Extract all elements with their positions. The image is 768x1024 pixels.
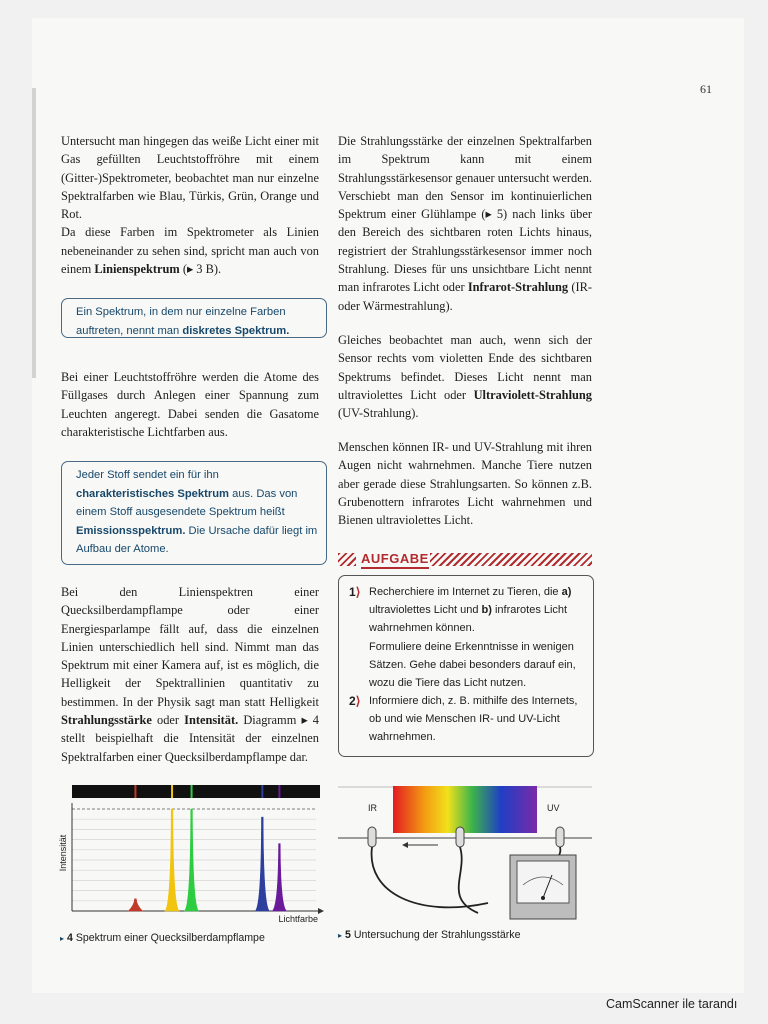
spectrum-strip-line <box>191 785 193 798</box>
col2-paragraph-2: Gleiches beobachtet man auch, wenn sich der Sensor rechts vom violetten Ende des sichtbaren Spektrums befindet. Dieses Licht nennt man ultraviolettes Licht oder Ultraviolett-Strahlung (UV-Strahlung). <box>338 333 592 421</box>
task-2-text: Informiere dich, z. B. mithilfe des Internets, ob und wie Menschen IR- und UV-Licht wahrnehmen. <box>369 695 578 744</box>
cable-2 <box>459 847 478 913</box>
label-uv: UV <box>547 803 560 813</box>
spectrum-strip-line <box>134 785 136 798</box>
binding-shadow <box>32 88 36 378</box>
sensor-middle <box>456 827 464 847</box>
sensor-uv <box>556 827 564 847</box>
spectral-peak <box>255 817 269 911</box>
continuous-spectrum <box>393 786 537 833</box>
aufgabe-heading <box>338 550 592 570</box>
scanner-watermark: CamScanner ile tarandı <box>606 997 738 1011</box>
task-box <box>338 575 594 757</box>
figure4-caption: ▸ 4 Spektrum einer Quecksilberdampflampe <box>60 932 265 944</box>
y-axis-label: Intensität <box>58 834 68 872</box>
x-axis-arrow <box>318 908 324 914</box>
col2-paragraph-1: Die Strahlungsstärke der einzelnen Spektralfarben im Spektrum kann mit einem Strahlungsstärkesensor genauer untersucht werden. Verschiebt man den Sensor im kontinuierlichen Spektrum einer Glühlampe (▸ 5) nach links über den Bereich des sichtbaren roten Lichts hinaus, registriert der Strahlungsstärkesensor immer noch Strahlung. Dieses für uns unsichtbare Licht nennt man infrarotes Licht oder Infrarot-Strahlung (IR- oder Wärmestrahlung). <box>338 134 592 313</box>
spectrum-strip-line <box>278 785 280 798</box>
col2-paragraph-3: Menschen können IR- und UV-Strahlung mit ihren Augen nicht wahrnehmen. Manche Tiere nutzen aber gerade diese Strahlungsarten. So können z.B. Grubenottern infrarotes Licht wahrnehmen und Bienen ultraviolettes Licht. <box>338 440 592 528</box>
label-ir: IR <box>368 803 377 813</box>
move-arrow-left <box>402 842 408 848</box>
task-1-text: Recherchiere im Internet zu Tieren, die a) ultraviolettes Licht und b) infrarotes Licht wahrnehmen können. Formuliere deine Erkenntnisse in wenigen Sätzen. Gehe dabei besonders darauf ein, wozu die Tiere das Licht nutzen. <box>369 586 576 690</box>
meter-icon <box>510 855 576 919</box>
col1-paragraph-1: Untersucht man hingegen das weiße Licht einer mit Gas gefüllten Leuchtstoffröhre mit einem (Gitter-)Spektrometer, beobachtet man nur einzelne Spektralfarben wie Blau, Türkis, Grün, Orange und Rot. Da diese Farben im Spektrometer als Linien nebeneinander zu sehen sind, spricht man auch von einem Linienspektrum (▸ 3 B). <box>61 134 319 277</box>
col1-paragraph-4: Bei den Linienspektren einer Quecksilberdampflampe oder einer Energiesparlampe fällt auf, dass die einzelnen Linien unterschiedlich hell sind. Nimmt man das Spektrum mit einer Kamera auf, ist es möglich, die Helligkeit der Spektrallinien quantitativ zu bestimmen. In der Physik sagt man statt Helligkeit Strahlungsstärke oder Intensität. Diagramm ▸ 4 stellt beispielhaft die Intensität der einzelnen Spektralfarben einer Quecksilberdampflampe dar. <box>61 585 319 764</box>
figure4-chart <box>56 783 324 925</box>
x-axis-label: Lichtfarbe <box>278 914 318 924</box>
figure5-diagram <box>338 783 594 928</box>
definition-box-discrete: Ein Spektrum, in dem nur einzelne Farben auftreten, nennt man diskretes Spektrum. <box>61 298 327 338</box>
figure5-caption: ▸ 5 Untersuchung der Strahlungsstärke <box>338 929 521 941</box>
aufgabe-title: AUFGABE <box>361 550 429 569</box>
spectrum-strip-line <box>171 785 173 798</box>
spectrum-strip-line <box>261 785 263 798</box>
hatch-left <box>338 553 356 566</box>
page-number: 61 <box>700 82 712 96</box>
task-2-number: 2⟩ <box>349 694 361 708</box>
sensor-ir <box>368 827 376 847</box>
task-1-number: 1⟩ <box>349 585 361 599</box>
col1-paragraph-3: Bei einer Leuchtstoffröhre werden die Atome des Füllgases durch Anlegen einer Spannung zum Leuchten angeregt. Dabei senden die Gasatome charakteristische Lichtfarben aus. <box>61 370 319 439</box>
cable-1 <box>372 847 488 907</box>
spectrum-strip <box>72 785 320 798</box>
hatch-right <box>430 553 592 566</box>
definition-box-emission: Jeder Stoff sendet ein für ihn charakteristisches Spektrum aus. Das von einem Stoff ausgesendete Spektrum heißt Emissionsspektrum. Die Ursache dafür liegt im Aufbau der Atome. <box>61 461 327 565</box>
